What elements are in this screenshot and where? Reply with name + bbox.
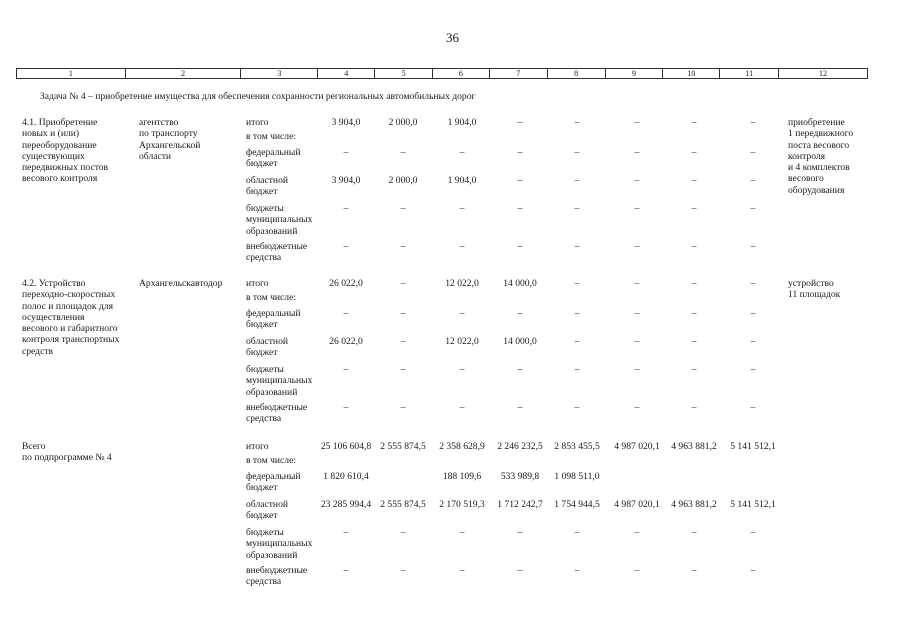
amount-cell: – — [634, 241, 640, 252]
amount-cell: – — [459, 402, 465, 413]
amount-cell: – — [343, 402, 349, 413]
amount-cell: – — [343, 147, 349, 158]
amount-cell: – — [574, 203, 580, 214]
amount-cell: – — [517, 203, 523, 214]
amount-cell: – — [634, 308, 640, 319]
amount-cell: – — [634, 364, 640, 375]
funding-source-label: федеральный бюджет — [246, 147, 301, 170]
page-number: 36 — [446, 30, 459, 45]
amount-cell: 2 555 874,5 — [380, 499, 426, 510]
funding-source-label: в том числе: — [246, 455, 297, 466]
amount-cell: – — [400, 241, 406, 252]
measure-title: Всего по подпрограмме № 4 — [22, 441, 112, 464]
amount-cell: – — [400, 147, 406, 158]
expected-result: устройство 11 площадок — [788, 278, 841, 301]
amount-cell: – — [634, 336, 640, 347]
amount-cell: 5 141 512,1 — [730, 499, 776, 510]
amount-cell: 4 987 020,1 — [614, 441, 660, 452]
amount-cell: 5 141 512,1 — [730, 441, 776, 452]
amount-cell: – — [400, 527, 406, 538]
amount-cell: – — [459, 147, 465, 158]
amount-cell: – — [691, 175, 697, 186]
amount-cell: – — [517, 147, 523, 158]
amount-cell: 23 285 994,4 — [320, 499, 372, 510]
amount-cell: 2 246 232,5 — [497, 441, 543, 452]
amount-cell: – — [574, 241, 580, 252]
amount-cell: 533 989,8 — [500, 471, 540, 482]
amount-cell: – — [400, 278, 406, 289]
executor-name: Архангельскавтодор — [139, 278, 223, 289]
executor-name: агентство по транспорту Архангельской области — [139, 117, 201, 162]
amount-cell: – — [343, 565, 349, 576]
amount-cell: – — [691, 565, 697, 576]
amount-cell: – — [750, 203, 756, 214]
amount-cell: – — [517, 175, 523, 186]
amount-cell: – — [634, 565, 640, 576]
amount-cell: – — [574, 565, 580, 576]
column-number-cell: 9 — [605, 69, 663, 78]
funding-source-label: областной бюджет — [246, 336, 289, 359]
amount-cell: – — [634, 147, 640, 158]
column-number-cell: 10 — [662, 69, 719, 78]
amount-cell: – — [400, 308, 406, 319]
column-number-row — [16, 68, 868, 79]
amount-cell: – — [691, 117, 697, 128]
amount-cell: – — [691, 402, 697, 413]
funding-source-label: внебюджетные средства — [246, 565, 308, 588]
amount-cell: – — [459, 527, 465, 538]
amount-cell: – — [750, 402, 756, 413]
funding-source-label: бюджеты муниципальных образований — [246, 527, 313, 561]
amount-cell: 1 904,0 — [447, 117, 477, 128]
amount-cell: – — [634, 527, 640, 538]
amount-cell: – — [574, 175, 580, 186]
amount-cell: – — [517, 308, 523, 319]
funding-source-label: внебюджетные средства — [246, 402, 308, 425]
amount-cell: – — [750, 175, 756, 186]
amount-cell: – — [634, 117, 640, 128]
amount-cell: – — [400, 364, 406, 375]
column-number-cell: 5 — [374, 69, 432, 78]
column-number-cell: 8 — [547, 69, 605, 78]
amount-cell: – — [459, 241, 465, 252]
amount-cell: – — [517, 565, 523, 576]
amount-cell: 1 098 511,0 — [554, 471, 600, 482]
amount-cell: 188 109,6 — [442, 471, 482, 482]
amount-cell: – — [574, 308, 580, 319]
amount-cell: 2 853 455,5 — [554, 441, 600, 452]
amount-cell: 4 963 881,2 — [671, 499, 717, 510]
amount-cell: 12 022,0 — [445, 278, 479, 289]
column-number-cell: 1 — [68, 69, 73, 78]
column-number-cell: 3 — [240, 69, 317, 78]
amount-cell: – — [750, 527, 756, 538]
amount-cell: – — [691, 308, 697, 319]
funding-source-label: областной бюджет — [246, 175, 289, 198]
amount-cell: – — [691, 278, 697, 289]
amount-cell: – — [400, 203, 406, 214]
amount-cell: – — [634, 175, 640, 186]
amount-cell: 3 904,0 — [331, 117, 361, 128]
amount-cell: – — [634, 278, 640, 289]
measure-title: 4.2. Устройство переходно-скоростных полос и площадок для осуществления весового и габаритного контроля транспортных средств — [22, 278, 120, 357]
amount-cell: 1 754 944,5 — [554, 499, 600, 510]
amount-cell: 2 000,0 — [388, 175, 418, 186]
funding-source-label: итого — [246, 441, 269, 452]
amount-cell: – — [574, 336, 580, 347]
amount-cell: – — [343, 241, 349, 252]
funding-source-label: итого — [246, 278, 269, 289]
amount-cell: – — [343, 527, 349, 538]
column-number-cell: 7 — [489, 69, 547, 78]
amount-cell: – — [459, 308, 465, 319]
task-heading: Задача № 4 – приобретение имущества для обеспечения сохранности региональных автомобильных дорог — [40, 91, 476, 102]
funding-source-label: в том числе: — [246, 131, 297, 142]
amount-cell: – — [517, 364, 523, 375]
amount-cell: – — [750, 308, 756, 319]
amount-cell: – — [750, 147, 756, 158]
amount-cell: 25 106 604,8 — [320, 441, 372, 452]
funding-source-label: областной бюджет — [246, 499, 289, 522]
amount-cell: – — [691, 364, 697, 375]
amount-cell: – — [574, 402, 580, 413]
amount-cell: 1 820 610,4 — [323, 471, 369, 482]
amount-cell: – — [750, 336, 756, 347]
amount-cell: – — [400, 402, 406, 413]
amount-cell: – — [691, 203, 697, 214]
amount-cell: – — [750, 278, 756, 289]
amount-cell: – — [574, 147, 580, 158]
amount-cell: – — [750, 117, 756, 128]
amount-cell: – — [343, 308, 349, 319]
amount-cell: – — [750, 565, 756, 576]
amount-cell: 2 358 628,9 — [439, 441, 485, 452]
funding-source-label: бюджеты муниципальных образований — [246, 364, 313, 398]
amount-cell: 4 987 020,1 — [614, 499, 660, 510]
amount-cell: – — [517, 402, 523, 413]
amount-cell: 3 904,0 — [331, 175, 361, 186]
amount-cell: – — [517, 527, 523, 538]
funding-source-label: федеральный бюджет — [246, 471, 301, 494]
funding-source-label: в том числе: — [246, 292, 297, 303]
column-number-cell: 11 — [719, 69, 778, 78]
amount-cell: 14 000,0 — [503, 278, 537, 289]
amount-cell: – — [459, 203, 465, 214]
amount-cell: – — [574, 117, 580, 128]
expected-result: приобретение 1 передвижного поста весового контроля и 4 комплектов весового оборудования — [788, 117, 854, 196]
amount-cell: – — [343, 203, 349, 214]
amount-cell: 14 000,0 — [503, 336, 537, 347]
amount-cell: – — [634, 203, 640, 214]
amount-cell: – — [459, 565, 465, 576]
amount-cell: – — [517, 241, 523, 252]
amount-cell: – — [400, 336, 406, 347]
amount-cell: – — [634, 402, 640, 413]
amount-cell: – — [574, 527, 580, 538]
funding-source-label: бюджеты муниципальных образований — [246, 203, 313, 237]
column-number-cell: 4 — [317, 69, 374, 78]
amount-cell: – — [459, 364, 465, 375]
amount-cell: – — [691, 147, 697, 158]
amount-cell: 2 555 874,5 — [380, 441, 426, 452]
amount-cell: 12 022,0 — [445, 336, 479, 347]
amount-cell: 26 022,0 — [329, 278, 363, 289]
amount-cell: 4 963 881,2 — [671, 441, 717, 452]
amount-cell: – — [400, 565, 406, 576]
measure-title: 4.1. Приобретение новых и (или) переоборудование существующих передвижных постов весового контроля — [22, 117, 109, 185]
amount-cell: – — [517, 117, 523, 128]
amount-cell: – — [691, 336, 697, 347]
amount-cell: 26 022,0 — [329, 336, 363, 347]
amount-cell: – — [691, 527, 697, 538]
amount-cell: – — [691, 241, 697, 252]
amount-cell: 1 904,0 — [447, 175, 477, 186]
amount-cell: – — [750, 364, 756, 375]
column-number-cell: 6 — [432, 69, 489, 78]
amount-cell: 1 712 242,7 — [497, 499, 543, 510]
amount-cell: – — [343, 364, 349, 375]
funding-source-label: федеральный бюджет — [246, 308, 301, 331]
funding-source-label: внебюджетные средства — [246, 241, 308, 264]
amount-cell: 2 000,0 — [388, 117, 418, 128]
amount-cell: – — [750, 241, 756, 252]
amount-cell: – — [574, 364, 580, 375]
amount-cell: 2 170 519,3 — [439, 499, 485, 510]
funding-source-label: итого — [246, 117, 269, 128]
amount-cell: – — [574, 278, 580, 289]
column-number-cell: 2 — [125, 69, 241, 78]
column-number-cell: 12 — [778, 69, 867, 78]
